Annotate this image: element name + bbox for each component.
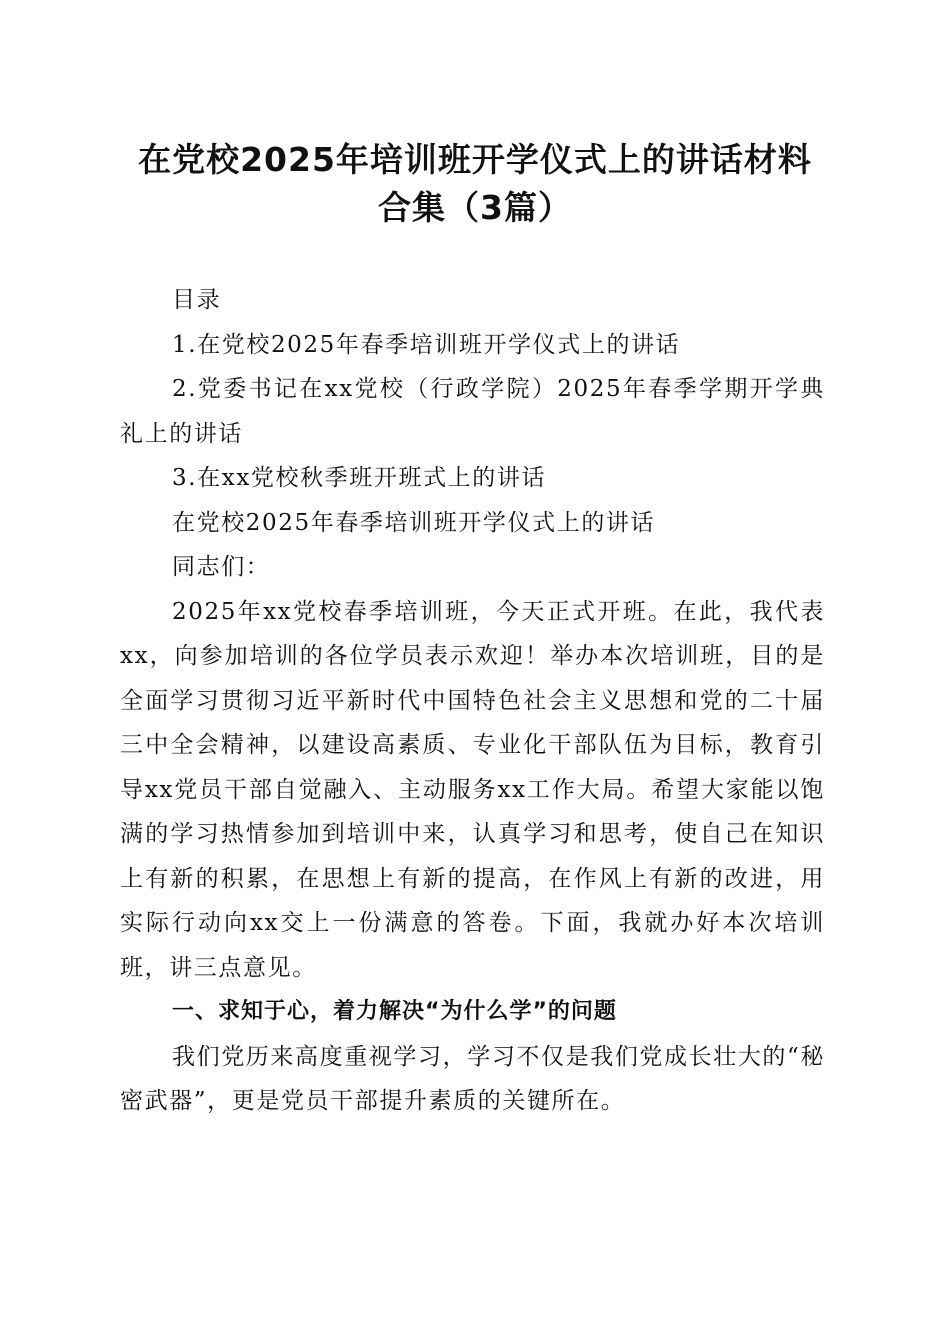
salutation: 同志们： [172, 554, 271, 580]
speech-title: 在党校2025年春季培训班开学仪式上的讲话 [172, 509, 656, 536]
document-title [110, 136, 840, 232]
title-line-1: 在党校2025年培训班开学仪式上的讲话材料 [138, 140, 812, 179]
document-body [120, 278, 825, 1124]
toc-item: 2.党委书记在xx党校（行政学院）2025年春季学期开学典礼上的讲话 [120, 376, 825, 447]
section-heading: 一、求知于心，着力解决“为什么学”的问题 [172, 999, 617, 1024]
title-line-2: 合集（3篇） [378, 188, 572, 227]
toc-item: 3.在xx党校秋季班开班式上的讲话 [172, 465, 547, 491]
toc-label: 目录 [172, 287, 222, 313]
toc-item: 1.在党校2025年春季培训班开学仪式上的讲话 [172, 331, 681, 358]
body-paragraph: 我们党历来高度重视学习，学习不仅是我们党成长壮大的“秘密武器”，更是党员干部提升素质的关键所在。 [120, 1043, 825, 1114]
body-paragraph: 2025年xx党校春季培训班，今天正式开班。在此，我代表xx，向参加培训的各位学员表示欢迎！举办本次培训班，目的是全面学习贯彻习近平新时代中国特色社会主义思想和党的二十届三中全会精神，以建设高素质、专业化干部队伍为目标，教育引导xx党员干部自觉融入、主动服务xx工作大局。希望大家能以饱满的学习热情参加到培训中来，认真学习和思考，使自己在知识上有新的积累，在思想上有新的提高，在作风上有新的改进，用实际行动向xx交上一份满意的答卷。下面，我就办好本次培训班，讲三点意见。 [120, 598, 825, 981]
